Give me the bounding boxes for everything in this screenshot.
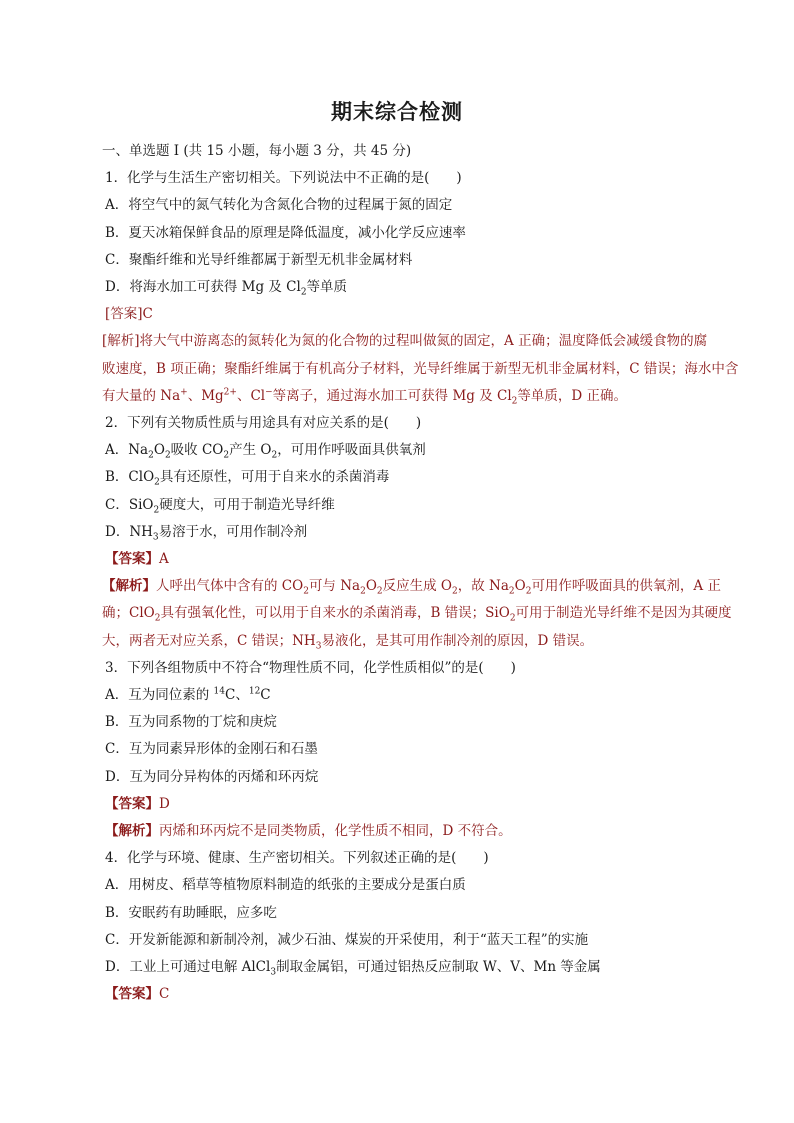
- q1-option-c: C．聚酯纤维和光导纤维都属于新型无机非金属材料: [105, 251, 413, 268]
- q4-stem: 4．化学与环境、健康、生产密切相关。下列叙述正确的是( ): [105, 850, 489, 867]
- q4-answer: 【答案】C: [105, 986, 170, 1003]
- q3-analysis: 【解析】丙烯和环丙烷不是同类物质，化学性质不相同，D 不符合。: [105, 823, 512, 840]
- q2-analysis-line-2: 确；ClO$_2$具有强氧化性，可以用于自来水的杀菌消毒，B 错误；SiO$_2$可用于制造光导纤维不是因为其硬度: [102, 605, 732, 625]
- q1-option-b: B．夏天冰箱保鲜食品的原理是降低温度，减小化学反应速率: [105, 224, 466, 241]
- q4-option-d: D．工业上可通过电解 AlCl$_3$制取金属铝，可通过铝热反应制取 W、V、Mn 等金属: [105, 959, 601, 978]
- q2-analysis-line-1: 【解析】人呼出气体中含有的 $CO_2$可与 $Na_2O_2$反应生成 $O_2$，故 $Na_2O_2$可用作呼吸面具的供氧剂，A 正: [102, 578, 721, 597]
- section-heading: 一、单选题 I (共 15 小题，每小题 3 分，共 45 分): [102, 143, 412, 159]
- q2-analysis-line-3: 大，两者无对应关系，C 错误；$NH_3$易液化，是其可用作制冷剂的原因，D 错误。: [102, 632, 594, 652]
- q2-option-d: D．$NH_3$易溶于水，可用作制冷剂: [105, 523, 308, 543]
- q3-option-d: D．互为同分异构体的丙烯和环丙烷: [105, 768, 319, 785]
- q3-option-c: C．互为同素异形体的金刚石和石墨: [105, 741, 318, 758]
- q1-analysis-line-3: 有大量的 Na+、$Mg^{2+}$、Cl−等离子，通过海水加工可获得 Mg 及 $Cl_2$等单质，D 正确。: [102, 387, 628, 407]
- content: [102, 138, 739, 1009]
- q1-analysis-line-2: 败速度，B 项正确；聚酯纤维属于有机高分子材料，光导纤维属于新型无机非金属材料，C 错误；海水中含: [102, 360, 739, 377]
- q4-option-b: B．安眠药有助睡眠，应多吃: [105, 904, 277, 921]
- q3-option-b: B．互为同系物的丁烷和庚烷: [105, 714, 277, 731]
- q3-stem: 3．下列各组物质中不符合“物理性质不同，化学性质相似”的是( ): [105, 659, 516, 676]
- q2-option-c: C．SiO$_2$硬度大，可用于制造光导纤维: [105, 496, 335, 516]
- q3-answer: 【答案】D: [105, 795, 170, 812]
- q1-analysis-line-1: [解析]将大气中游离态的氮转化为氮的化合物的过程叫做氮的固定，A 正确；温度降低会减缓食物的腐: [102, 333, 708, 350]
- q4-option-c: C．开发新能源和新制冷剂，减少石油、煤炭的开采使用，利于“蓝天工程”的实施: [105, 931, 589, 948]
- q2-option-a: A．$Na_2O_2$吸收 $CO_2$产生 $O_2$，可用作呼吸面具供氧剂: [105, 442, 426, 461]
- page-title: 期末综合检测: [331, 100, 463, 124]
- q3-option-a: A．互为同位素的 $^{14}$C、$^{12}$C: [105, 686, 271, 704]
- q1-option-d: D．将海水加工可获得 Mg 及 $Cl_2$等单质: [105, 279, 348, 298]
- q2-stem: 2．下列有关物质性质与用途具有对应关系的是( ): [105, 415, 422, 432]
- q2-answer: 【答案】A: [105, 551, 169, 568]
- q1-stem: 1．化学与生活生产密切相关。下列说法中不正确的是( ): [105, 170, 462, 187]
- q4-option-a: A．用树皮、稻草等植物原料制造的纸张的主要成分是蛋白质: [105, 877, 466, 894]
- q1-answer: [答案]C: [105, 306, 153, 323]
- q1-option-a: A．将空气中的氮气转化为含氮化合物的过程属于氮的固定: [105, 197, 453, 214]
- q2-option-b: B．ClO$_2$具有还原性，可用于自来水的杀菌消毒: [105, 469, 390, 489]
